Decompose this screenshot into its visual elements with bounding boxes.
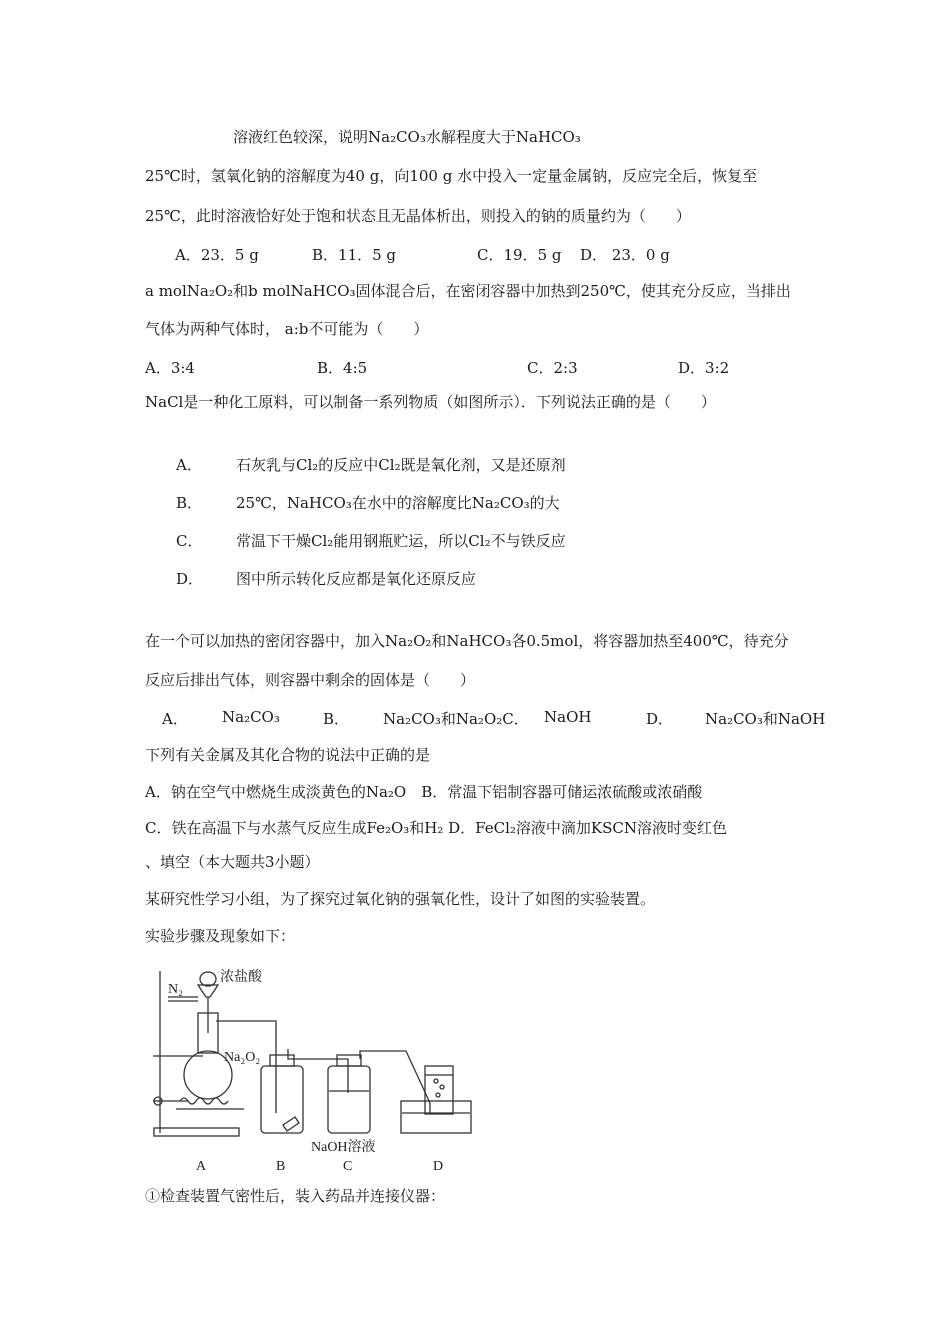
q4-option-d-text: Na₂CO₃和NaOH [705, 710, 826, 728]
q4-option-d-letter: D． [646, 710, 674, 728]
q4-option-c-text: NaOH [544, 708, 592, 726]
question-6-steps-intro: 实验步骤及现象如下： [145, 927, 296, 945]
trough-d [401, 1101, 471, 1133]
bottle-b [261, 1066, 303, 1133]
stand-base [154, 1128, 239, 1136]
experiment-apparatus-diagram [148, 963, 478, 1178]
q1-option-c: C．19．5 g [477, 246, 562, 264]
q2-option-b: B．4:5 [317, 359, 368, 377]
q3-option-d-letter: D． [176, 570, 204, 588]
bottle-c-stopper [337, 1055, 361, 1066]
q2-option-a: A．3:4 [145, 359, 195, 377]
bottle-b-stopper [270, 1055, 294, 1066]
tube-a-b-up [216, 1021, 276, 1049]
apparatus-svg [148, 963, 478, 1178]
bubble-icon [436, 1093, 440, 1097]
question-6: 某研究性学习小组，为了探究过氧化钠的强氧化性，设计了如图的实验装置。 [145, 890, 656, 908]
q3-option-b-text: 25℃，NaHCO₃在水中的溶解度比Na₂CO₃的大 [236, 494, 560, 512]
step-1: ①检查装置气密性后，装入药品并连接仪器： [145, 1187, 446, 1205]
question-1-line-2: 25℃，此时溶液恰好处于饱和状态且无晶体析出，则投入的钠的质量约为（ ） [145, 207, 691, 225]
text-line-1: 溶液红色较深，说明Na₂CO₃水解程度大于NaHCO₃ [233, 128, 581, 146]
label-b: B [276, 1159, 286, 1174]
bottle-b-content [283, 1117, 299, 1131]
bubble-icon [434, 1079, 438, 1083]
n2-label: N₂ [168, 982, 183, 997]
question-3: NaCl是一种化工原料，可以制备一系列物质（如图所示）．下列说法正确的是（ ） [145, 393, 716, 411]
question-4-line-2: 反应后排出气体，则容器中剩余的固体是（ ） [145, 671, 476, 689]
naoh-label: NaOH溶液 [311, 1140, 376, 1155]
label-c: C [343, 1159, 353, 1174]
collection-tube [425, 1066, 453, 1114]
label-a: A [196, 1159, 207, 1174]
na2o2-label: Na₂O₂ [224, 1050, 261, 1065]
q1-option-a: A．23．5 g [175, 246, 259, 264]
question-5: 下列有关金属及其化合物的说法中正确的是 [145, 746, 431, 764]
q3-option-a-letter: A． [176, 456, 202, 474]
q2-option-c: C．2:3 [527, 359, 578, 377]
q1-option-b: B．11．5 g [312, 246, 397, 264]
q3-option-a-text: 石灰乳与Cl₂的反应中Cl₂既是氧化剂，又是还原剂 [236, 456, 566, 474]
q1-option-d: D． 23．0 g [580, 246, 670, 264]
section-heading: 、填空（本大题共3小题） [145, 853, 320, 871]
q3-option-c-text: 常温下干燥Cl₂能用钢瓶贮运，所以Cl₂不与铁反应 [236, 532, 566, 550]
label-d: D [433, 1159, 444, 1174]
bottle-c [328, 1066, 370, 1133]
question-1-line-1: 25℃时，氢氧化钠的溶解度为40 g，向100 g 水中投入一定量金属钠，反应完全后，恢复至 [145, 167, 758, 185]
funnel-body [198, 985, 218, 997]
question-2-line-2: 气体为两种气体时， a:b不可能为（ ） [145, 320, 429, 338]
q3-option-d-text: 图中所示转化反应都是氧化还原反应 [236, 570, 477, 588]
q5-options-line-1: A．钠在空气中燃烧生成淡黄色的Na₂O B．常温下铝制容器可储运浓硫酸或浓硝酸 [145, 783, 703, 801]
q4-option-a-text: Na₂CO₃ [222, 708, 280, 726]
bubble-icon [440, 1085, 444, 1089]
q3-option-c-letter: C． [176, 532, 203, 550]
funnel-bulb [200, 972, 216, 986]
q4-option-a-letter: A． [162, 710, 188, 728]
q4-option-b-text: Na₂CO₃和Na₂O₂C． [383, 710, 529, 728]
q4-option-b-letter: B． [323, 710, 350, 728]
acid-label: 浓盐酸 [220, 970, 262, 985]
question-2-line-1: a molNa₂O₂和b molNaHCO₃固体混合后，在密闭容器中加热到250℃，使其充分反应，当排出 [145, 282, 791, 300]
q3-option-b-letter: B． [176, 494, 203, 512]
q2-option-d: D．3:2 [678, 359, 730, 377]
question-4-line-1: 在一个可以加热的密闭容器中，加入Na₂O₂和NaHCO₃各0.5mol，将容器加热至400℃，待充分 [145, 632, 789, 650]
q5-options-line-2: C．铁在高温下与水蒸气反应生成Fe₂O₃和H₂ D．FeCl₂溶液中滴加KSCN溶液时变红色 [145, 819, 727, 837]
